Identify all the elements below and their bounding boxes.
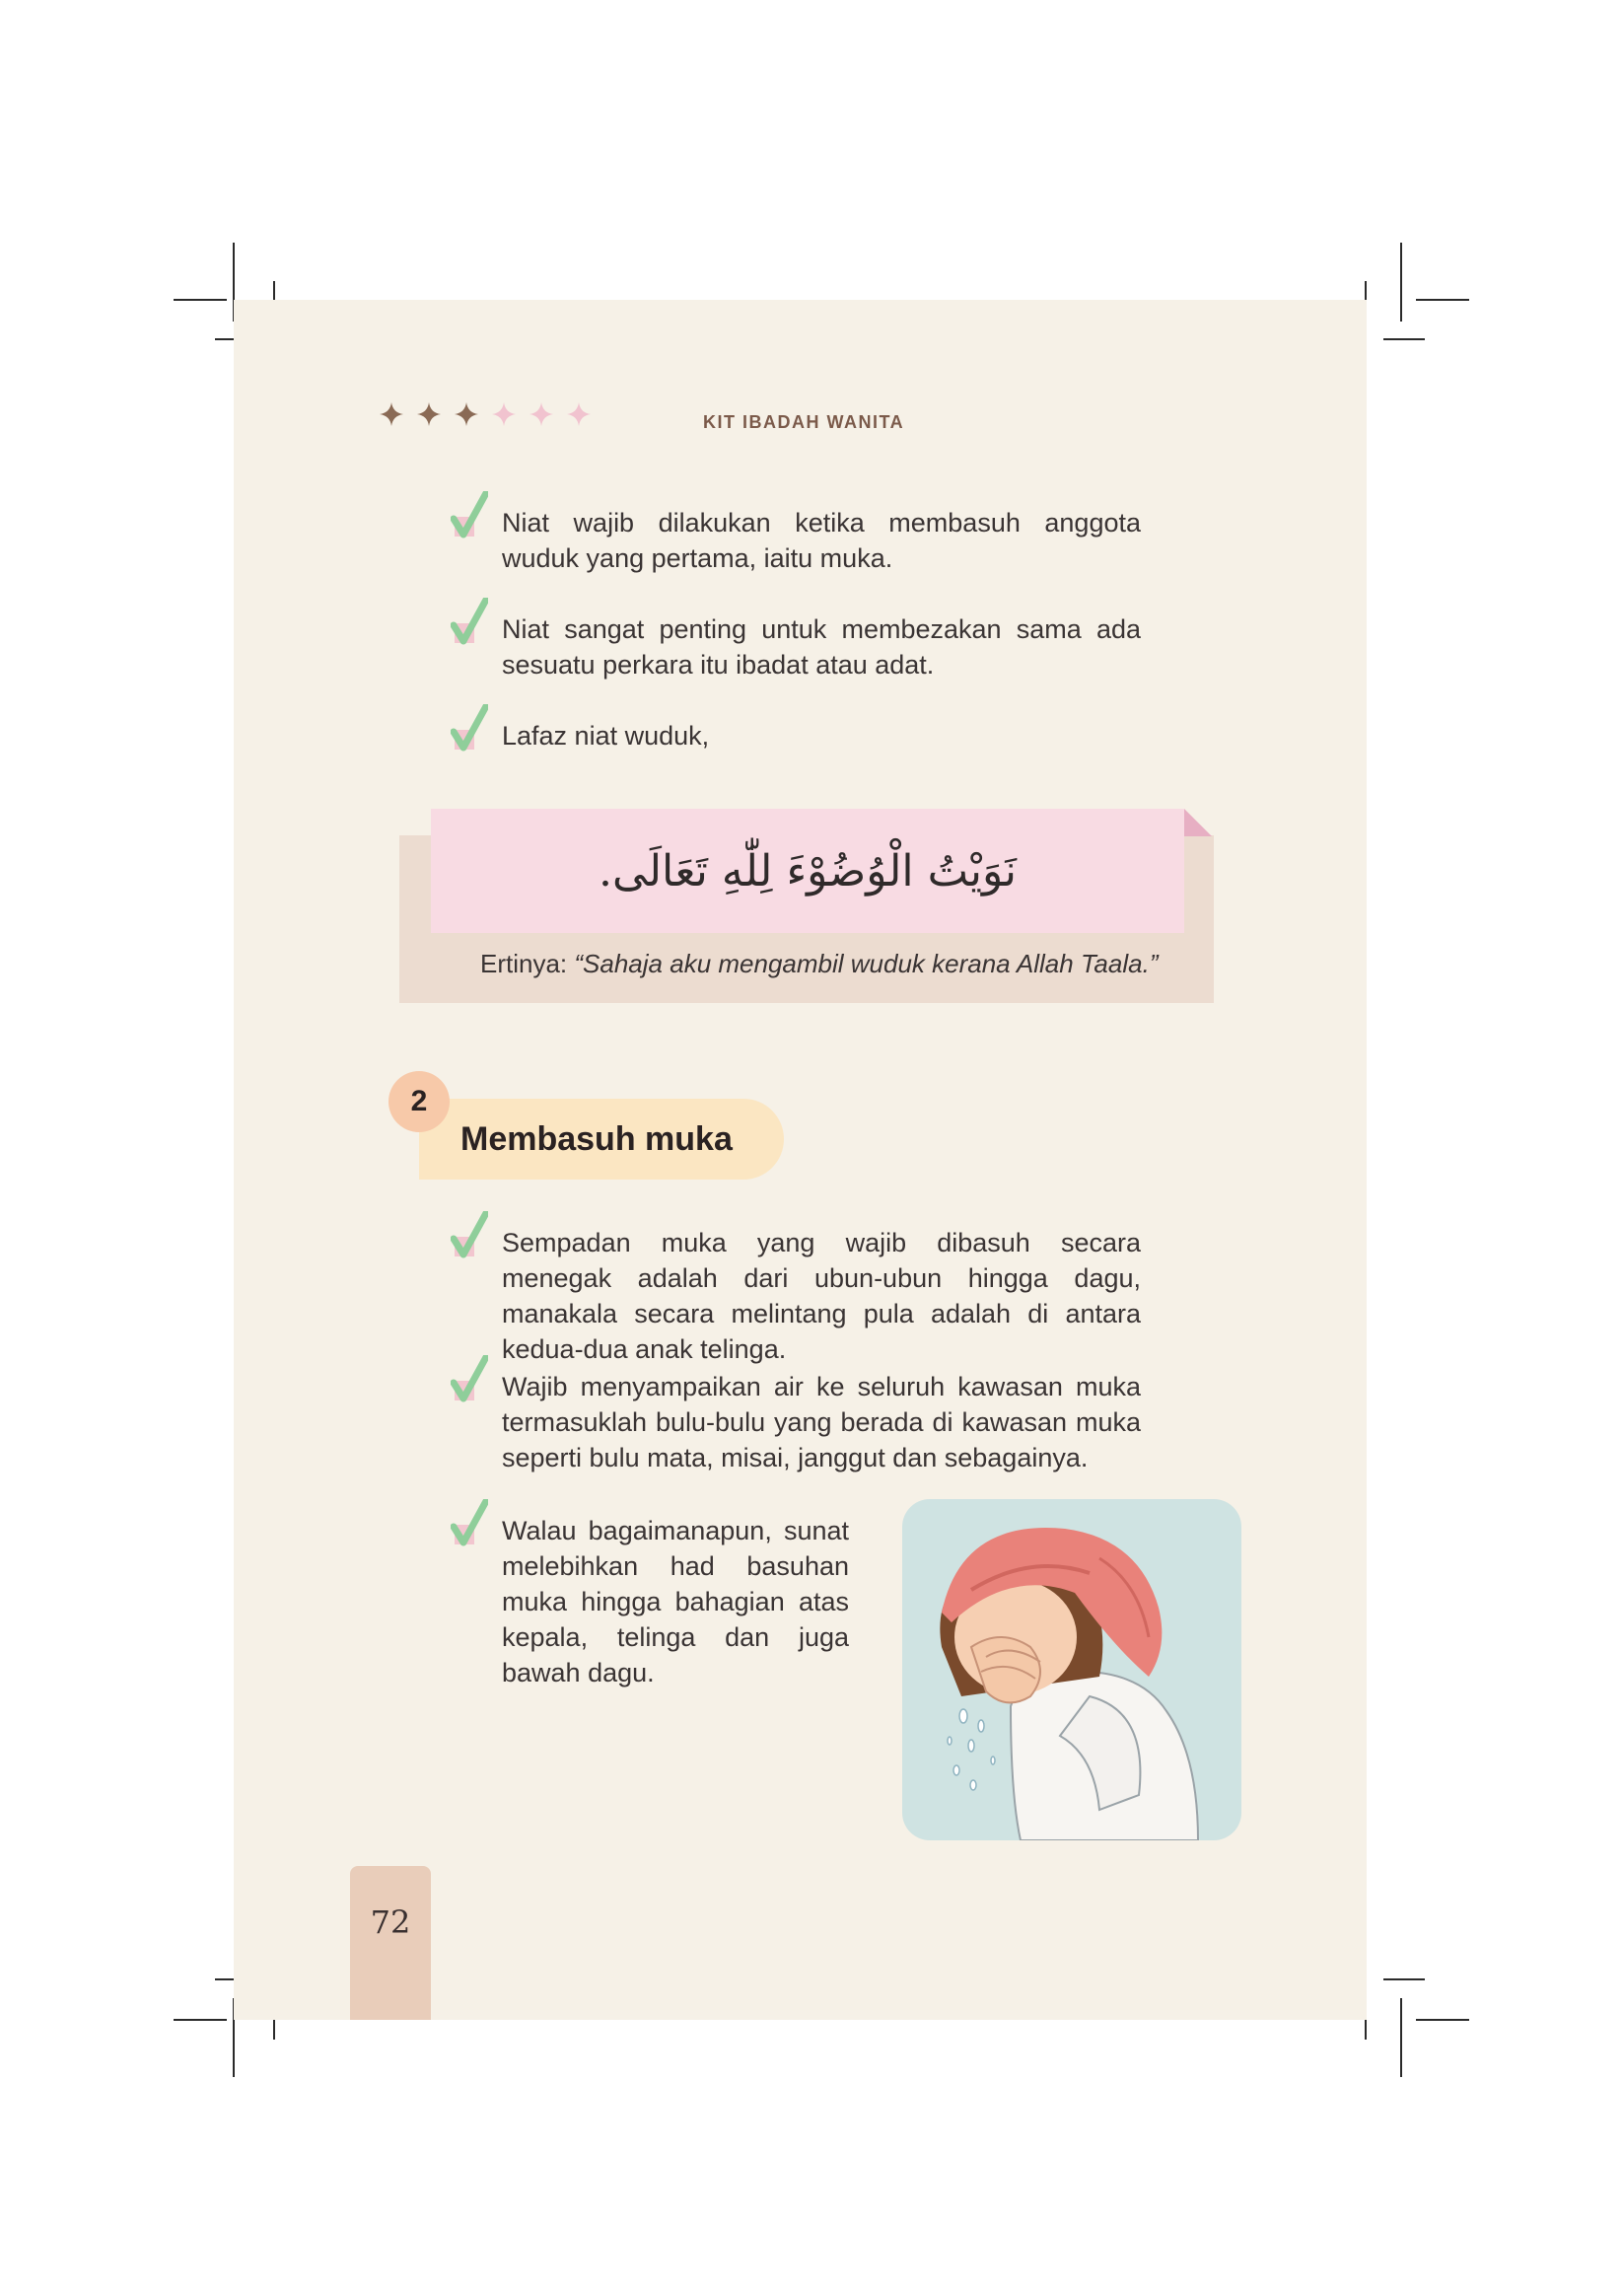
check-icon [451,1211,488,1258]
page-number-tab [350,1866,431,2020]
dua-meaning [480,949,1158,979]
list-item [451,611,1141,682]
crop-mark [1383,338,1425,340]
section-heading [419,1099,784,1180]
bullet-text: Walau bagaimanapun, sunat melebihkan had basuhan muka hingga bahagian atas kepala, telinga dan juga bawah dagu. [502,1516,849,1687]
sparkle-icon [417,402,441,426]
bullet-text: Wajib menyampaikan air ke seluruh kawasan muka termasuklah bulu-bulu yang berada di kawasan muka seperti bulu mata, misai, janggut dan sebagainya. [502,1372,1141,1472]
crop-mark [1400,243,1402,322]
book-page [234,300,1367,2020]
list-item [451,718,1141,753]
sparkle-icon [455,402,478,426]
dua-highlight [431,809,1184,933]
sparkle-icon [492,402,516,426]
crop-mark [1400,1998,1402,2077]
check-icon [451,1355,488,1402]
bullet-text: Niat wajib dilakukan ketika membasuh anggota wuduk yang pertama, iaitu muka. [502,508,1141,573]
check-icon [451,598,488,645]
crop-mark [174,299,227,301]
sparkle-icon [380,402,403,426]
list-item [451,1369,1141,1475]
check-icon [451,1499,488,1546]
crop-mark [1416,299,1469,301]
meaning-label: Ertinya: [480,949,568,978]
star-divider [380,402,591,426]
sparkle-icon [529,402,553,426]
check-icon [451,491,488,538]
page-fold-icon [1184,809,1212,836]
arabic-dua: نَوَيْتُ الْوُضُوْءَ لِلّٰهِ تَعَالَى. [598,845,1018,897]
bullet-text: Lafaz niat wuduk, [502,721,710,751]
section-number-badge: 2 [388,1071,450,1132]
sparkle-icon [567,402,591,426]
section-title: Membasuh muka [460,1119,733,1158]
check-icon [451,704,488,752]
page-number: 72 [370,1903,411,1941]
running-head: KIT IBADAH WANITA [703,412,905,432]
bullet-text: Sempadan muka yang wajib dibasuh secara menegak adalah dari ubun-ubun hingga dagu, manakala secara melintang pula adalah di antara kedua-dua anak telinga. [502,1228,1141,1364]
list-item [451,505,1141,576]
crop-mark [1383,1978,1425,1980]
crop-mark [1416,2019,1469,2021]
meaning-text: “Sahaja aku mengambil wuduk kerana Allah Taala.” [574,949,1159,978]
illustration-washing-face [902,1499,1241,1840]
list-item [451,1225,1141,1367]
crop-mark [174,2019,227,2021]
bullet-text: Niat sangat penting untuk membezakan sama ada sesuatu perkara itu ibadat atau adat. [502,614,1141,680]
list-item [451,1513,849,1690]
